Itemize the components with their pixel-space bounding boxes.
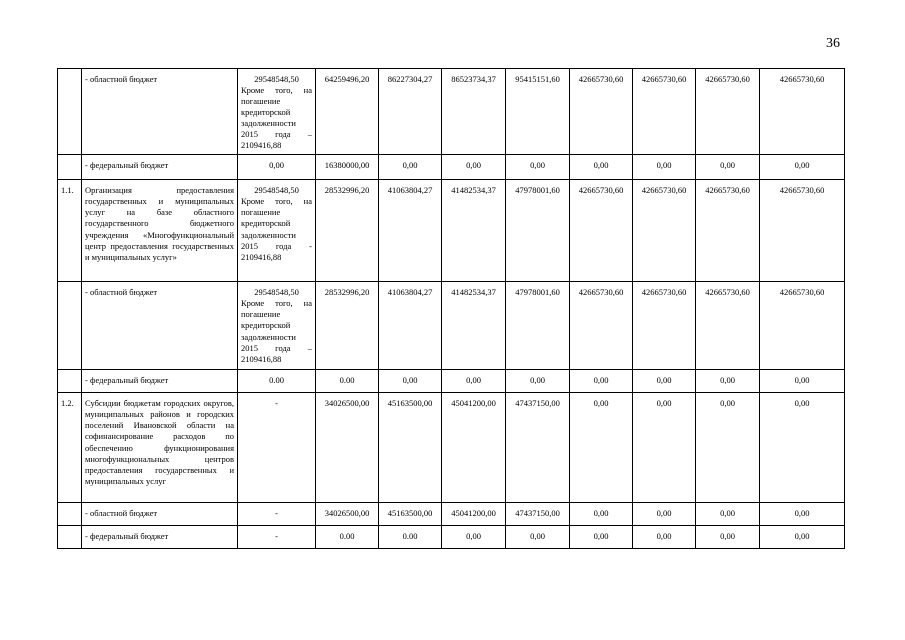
row-number-cell	[58, 155, 82, 180]
funding-amount: 29548548,50	[254, 74, 299, 84]
value-cell: 0,00	[506, 526, 570, 549]
row-number-cell: 1.2.	[58, 393, 82, 503]
value-cell: 42665730,60	[760, 282, 845, 370]
funding-note-line: задолженности	[241, 229, 296, 240]
value-cell: 0,00	[696, 526, 760, 549]
value-cell: 0.00	[316, 370, 379, 393]
funding-note-line: кредиторской	[241, 107, 291, 118]
value-cell: 16380000,00	[316, 155, 379, 180]
table-row	[58, 526, 845, 549]
value-cell: 0,00	[570, 155, 633, 180]
value-cell: 86523734,37	[442, 69, 506, 155]
funding-amount: 0.00	[269, 375, 284, 386]
value-cell: 28532996,20	[316, 282, 379, 370]
row-number-cell	[58, 282, 82, 370]
row-name-cell: - областной бюджет	[82, 69, 238, 155]
funding-note-line: Кроме того, на	[241, 85, 312, 96]
funding-2014-cell	[238, 526, 316, 549]
value-cell: 0,00	[633, 370, 696, 393]
value-cell: 0,00	[506, 155, 570, 180]
funding-2014-cell	[238, 503, 316, 526]
row-number-cell	[58, 526, 82, 549]
row-number-cell: 1.1.	[58, 180, 82, 282]
table-row	[58, 370, 845, 393]
funding-2014-cell	[238, 155, 316, 180]
table-body	[58, 69, 845, 549]
value-cell: 0.00	[379, 526, 442, 549]
value-cell: 47437150,00	[506, 503, 570, 526]
value-cell: 0,00	[379, 370, 442, 393]
value-cell: 0,00	[570, 370, 633, 393]
value-cell: 28532996,20	[316, 180, 379, 282]
value-cell: 42665730,60	[570, 282, 633, 370]
value-cell: 42665730,60	[633, 69, 696, 155]
value-cell: 42665730,60	[633, 180, 696, 282]
funding-note-line: 2109416,88	[241, 251, 282, 262]
value-cell: 0,00	[633, 503, 696, 526]
row-name-cell: - областной бюджет	[82, 282, 238, 370]
value-cell: 0,00	[442, 155, 506, 180]
funding-note-line: погашение	[241, 309, 281, 320]
row-number-cell	[58, 370, 82, 393]
funding-note-line: погашение	[241, 207, 281, 218]
funding-2014-cell	[238, 282, 316, 370]
funding-amount: -	[275, 508, 278, 519]
funding-2014-cell	[238, 180, 316, 282]
value-cell: 0,00	[760, 370, 845, 393]
table-row	[58, 282, 845, 370]
funding-note-line: погашение	[241, 96, 281, 107]
table-row	[58, 155, 845, 180]
table-row	[58, 393, 845, 503]
value-cell: 42665730,60	[760, 69, 845, 155]
value-cell: 47978001,60	[506, 180, 570, 282]
funding-note-line: Кроме того, на	[241, 196, 312, 207]
value-cell: 0,00	[696, 155, 760, 180]
funding-note-line: 2109416,88	[241, 353, 282, 364]
table-row	[58, 503, 845, 526]
row-name-cell: - федеральный бюджет	[82, 155, 238, 180]
funding-2014-cell	[238, 393, 316, 503]
funding-note-line: кредиторской	[241, 218, 291, 229]
value-cell: 95415151,60	[506, 69, 570, 155]
row-name-cell: Организация предоставления государственных и муниципальных услуг на базе областного государственного бюджетного учреждения «Многофункциональный центр предоставления государственных и муниципальных услуг»	[82, 180, 238, 282]
funding-amount: 29548548,50	[254, 287, 299, 298]
funding-2014-cell	[238, 69, 316, 155]
funding-2014-cell	[238, 370, 316, 393]
value-cell: 41063804,27	[379, 180, 442, 282]
funding-amount: -	[275, 398, 278, 409]
value-cell: 42665730,60	[570, 180, 633, 282]
funding-amount: 0,00	[269, 160, 284, 171]
funding-note-line: Кроме того, на	[241, 298, 312, 309]
row-name-cell: - федеральный бюджет	[82, 370, 238, 393]
funding-note-line: задолженности	[241, 331, 296, 342]
row-number-cell	[58, 69, 82, 155]
value-cell: 42665730,60	[696, 69, 760, 155]
value-cell: 0,00	[696, 370, 760, 393]
funding-amount: -	[275, 531, 278, 542]
value-cell: 0,00	[696, 393, 760, 503]
funding-note-line: 2015 года –	[241, 342, 312, 353]
row-name-cell: - федеральный бюджет	[82, 526, 238, 549]
value-cell: 0,00	[379, 155, 442, 180]
value-cell: 45163500,00	[379, 503, 442, 526]
value-cell: 42665730,60	[696, 282, 760, 370]
value-cell: 45163500,00	[379, 393, 442, 503]
value-cell: 0,00	[760, 526, 845, 549]
page-number: 36	[826, 36, 840, 51]
table-row	[58, 69, 845, 155]
funding-amount: 29548548,50	[254, 185, 299, 196]
funding-note-line: 2015 года –	[241, 129, 312, 140]
value-cell: 0,00	[570, 393, 633, 503]
value-cell: 0,00	[633, 526, 696, 549]
value-cell: 34026500,00	[316, 393, 379, 503]
value-cell: 0,00	[570, 526, 633, 549]
value-cell: 0,00	[760, 393, 845, 503]
value-cell: 0,00	[760, 503, 845, 526]
funding-note-line: кредиторской	[241, 320, 291, 331]
funding-note-line: 2109416,88	[241, 140, 282, 151]
value-cell: 41482534,37	[442, 180, 506, 282]
budget-table	[57, 68, 845, 549]
row-name-cell: Субсидии бюджетам городских округов, муниципальных районов и городских поселений Ивановской области на софинансирование расходов по обеспечению функционирования многофункциональных центров предоставления государственных и муниципальных услуг	[82, 393, 238, 503]
value-cell: 86227304,27	[379, 69, 442, 155]
row-name-cell: - областной бюджет	[82, 503, 238, 526]
value-cell: 41482534,37	[442, 282, 506, 370]
value-cell: 0,00	[633, 393, 696, 503]
value-cell: 64259496,20	[316, 69, 379, 155]
value-cell: 0,00	[633, 155, 696, 180]
value-cell: 0,00	[442, 526, 506, 549]
value-cell: 41063804,27	[379, 282, 442, 370]
value-cell: 0.00	[316, 526, 379, 549]
value-cell: 0,00	[696, 503, 760, 526]
value-cell: 0,00	[570, 503, 633, 526]
value-cell: 42665730,60	[570, 69, 633, 155]
value-cell: 42665730,60	[633, 282, 696, 370]
value-cell: 34026500,00	[316, 503, 379, 526]
value-cell: 0,00	[506, 370, 570, 393]
value-cell: 45041200,00	[442, 503, 506, 526]
value-cell: 0,00	[760, 155, 845, 180]
value-cell: 47978001,60	[506, 282, 570, 370]
funding-note-line: задолженности	[241, 118, 296, 129]
table-row	[58, 180, 845, 282]
row-number-cell	[58, 503, 82, 526]
value-cell: 42665730,60	[760, 180, 845, 282]
value-cell: 45041200,00	[442, 393, 506, 503]
funding-note-line: 2015 года -	[241, 240, 312, 251]
value-cell: 0,00	[442, 370, 506, 393]
value-cell: 47437150,00	[506, 393, 570, 503]
value-cell: 42665730,60	[696, 180, 760, 282]
